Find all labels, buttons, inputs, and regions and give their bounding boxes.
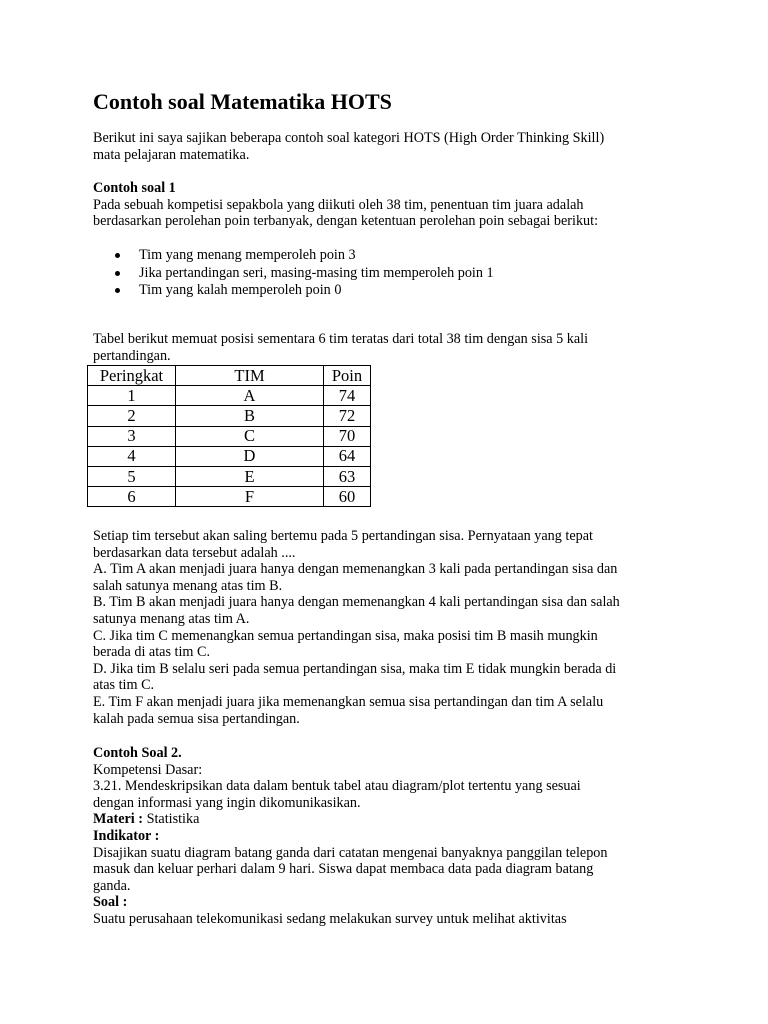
standings-table (87, 365, 371, 507)
bullet-icon (115, 253, 120, 258)
option-line: salah satunya menang atas tim B. (93, 577, 283, 594)
cell-points: 64 (324, 446, 371, 466)
cell-points: 70 (324, 426, 371, 446)
option-line: kalah pada semua sisa pertandingan. (93, 710, 300, 727)
materi-label: Materi : (93, 811, 144, 828)
option-line: atas tim C. (93, 677, 155, 694)
soal-label: Soal : (93, 894, 128, 911)
rule-text: Jika pertandingan seri, masing-masing tim memperoleh poin 1 (139, 264, 494, 281)
column-header-peringkat: Peringkat (88, 366, 176, 386)
option-line: D. Jika tim B selalu seri pada semua pertandingan sisa, maka tim E tidak mungkin berada di (93, 660, 617, 677)
cell-team: C (176, 426, 324, 446)
table-row (88, 487, 371, 507)
cell-team: F (176, 487, 324, 507)
cell-team: B (176, 406, 324, 426)
option-line: C. Jika tim C memenangkan semua pertandingan sisa, maka posisi tim B masih mungkin (93, 627, 598, 644)
soal2-section (93, 745, 693, 928)
bullet-icon (115, 288, 120, 293)
page-title: Contoh soal Matematika HOTS (93, 89, 392, 114)
soal-text-line: Suatu perusahaan telekomunikasi sedang melakukan survey untuk melihat aktivitas (93, 910, 567, 927)
table-row (88, 426, 371, 446)
table-header-row (88, 366, 371, 386)
intro-paragraph (93, 130, 693, 163)
kd-text-line: dengan informasi yang ingin dikomunikasikan. (93, 794, 361, 811)
soal1-section (93, 180, 693, 230)
list-item (93, 247, 494, 265)
indikator-text-line: Disajikan suatu diagram batang ganda dari catatan mengenai banyaknya panggilan telepon (93, 844, 608, 861)
kd-text-line: 3.21. Mendeskripsikan data dalam bentuk tabel atau diagram/plot tertentu yang sesuai (93, 778, 581, 795)
materi-line (93, 811, 693, 828)
indikator-text-line: masuk dan keluar perhari dalam 9 hari. Siswa dapat membaca data pada diagram batang (93, 861, 594, 878)
table-intro-line: pertandingan. (93, 347, 171, 364)
table-row (88, 386, 371, 406)
cell-points: 60 (324, 487, 371, 507)
soal2-heading: Contoh Soal 2. (93, 745, 182, 761)
table-intro-line: Tabel berikut memuat posisi sementara 6 tim teratas dari total 38 tim dengan sisa 5 kali (93, 331, 589, 347)
cell-rank: 3 (88, 426, 176, 446)
cell-points: 74 (324, 386, 371, 406)
kd-label: Kompetensi Dasar: (93, 761, 203, 778)
cell-points: 63 (324, 466, 371, 486)
cell-team: A (176, 386, 324, 406)
option-line: E. Tim F akan menjadi juara jika memenangkan semua sisa pertandingan dan tim A selalu (93, 693, 604, 710)
option-line: A. Tim A akan menjadi juara hanya dengan memenangkan 3 kali pada pertandingan sisa dan (93, 561, 618, 578)
option-line: satunya menang atas tim A. (93, 610, 250, 627)
option-line: berada di atas tim C. (93, 644, 211, 661)
list-item (93, 282, 494, 300)
soal1-question (93, 528, 693, 727)
cell-rank: 4 (88, 446, 176, 466)
indikator-text-line: ganda. (93, 877, 131, 894)
materi-value: Statistika (143, 811, 200, 828)
soal1-heading: Contoh soal 1 (93, 180, 176, 196)
question-line: Setiap tim tersebut akan saling bertemu pada 5 pertandingan sisa. Pernyataan yang tepat (93, 528, 593, 544)
question-line: berdasarkan data tersebut adalah .... (93, 544, 296, 561)
intro-line: mata pelajaran matematika. (93, 146, 250, 163)
soal1-text-line: Pada sebuah kompetisi sepakbola yang diikuti oleh 38 tim, penentuan tim juara adalah (93, 196, 584, 213)
intro-line: Berikut ini saya sajikan beberapa contoh soal kategori HOTS (High Order Thinking Skill) (93, 130, 605, 146)
rule-text: Tim yang kalah memperoleh poin 0 (139, 282, 342, 299)
rules-list (93, 247, 494, 300)
table-row (88, 466, 371, 486)
rule-text: Tim yang menang memperoleh poin 3 (139, 247, 356, 263)
table-intro (93, 331, 693, 364)
cell-rank: 6 (88, 487, 176, 507)
table-row (88, 446, 371, 466)
list-item (93, 265, 494, 283)
table-row (88, 406, 371, 426)
cell-rank: 5 (88, 466, 176, 486)
column-header-poin: Poin (324, 366, 371, 386)
cell-rank: 2 (88, 406, 176, 426)
option-line: B. Tim B akan menjadi juara hanya dengan memenangkan 4 kali pertandingan sisa dan salah (93, 594, 620, 611)
cell-team: E (176, 466, 324, 486)
soal1-text-line: berdasarkan perolehan poin terbanyak, dengan ketentuan perolehan poin sebagai berikut: (93, 213, 599, 230)
cell-points: 72 (324, 406, 371, 426)
cell-team: D (176, 446, 324, 466)
indikator-label: Indikator : (93, 827, 160, 844)
column-header-tim: TIM (176, 366, 324, 386)
bullet-icon (115, 271, 120, 276)
cell-rank: 1 (88, 386, 176, 406)
